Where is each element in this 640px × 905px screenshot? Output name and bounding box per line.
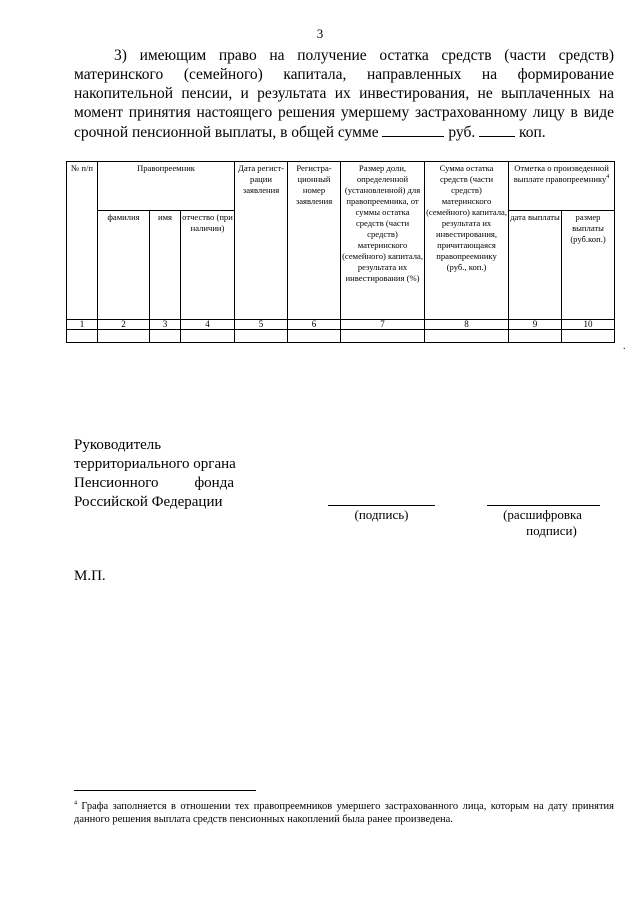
table-cell — [341, 330, 425, 343]
column-number: 2 — [98, 320, 150, 330]
signatory-line: Российской Федерации — [74, 494, 223, 510]
column-number: 1 — [67, 320, 98, 330]
header-surname: фамилия — [98, 211, 150, 320]
header-payment-amount: размер выплаты (руб.коп.) — [562, 211, 615, 320]
stray-mark: . — [623, 341, 626, 352]
signatory-line: территориального органа — [74, 456, 236, 472]
header-registration-number: Регистра-ционный номер заявления — [288, 162, 341, 320]
footnote-separator — [74, 790, 256, 791]
header-patronymic: отчество (при наличии) — [181, 211, 235, 320]
successors-table — [66, 161, 615, 343]
kop-label: коп. — [518, 124, 546, 141]
paragraph-line: момент принятия настоящего решения умершему застрахованному лицу в виде — [74, 104, 614, 121]
signature-line — [328, 505, 435, 506]
table-cell — [181, 330, 235, 343]
stamp-place: М.П. — [74, 568, 106, 584]
signature-decoding-line — [487, 505, 600, 506]
paragraph-last-line — [74, 122, 614, 142]
header-payment-date: дата выплаты — [509, 211, 562, 320]
table-cell — [98, 330, 150, 343]
paragraph-line: накопительной пенсии, и результата их инвестирования, не выплаченных на — [74, 85, 614, 102]
footnote — [74, 800, 614, 826]
signatory-word: Пенсионного — [74, 475, 159, 491]
total-sum-label: срочной пенсионной выплаты, в общей сумме — [74, 124, 379, 141]
decoding-caption-line: подписи) — [526, 523, 577, 538]
header-share-size: Размер доли, определенной (установленной) для правопреемника, от суммы остатка средств (части средств) материнского (семейного) капитала, результата их инвестирования (%) — [341, 162, 425, 320]
paragraph-line: 3) имеющим право на получение остатка средств (части средств) — [114, 47, 614, 64]
footnote-ref: 4 — [606, 174, 610, 181]
table-cell — [562, 330, 615, 343]
rub-label: руб. — [448, 124, 476, 141]
empty-data-row — [67, 330, 615, 343]
signature-decoding-caption — [480, 507, 605, 539]
signatory-title — [74, 436, 236, 512]
table-cell — [235, 330, 288, 343]
signatory-line — [74, 474, 234, 493]
column-number: 6 — [288, 320, 341, 330]
footnote-text: Графа заполняется в отношении тех правопреемников умершего застрахованного лица, которым на дату принятия данного решения выплата средств пенсионных накоплений была ранее произведена. — [74, 801, 614, 825]
column-number: 10 — [562, 320, 615, 330]
column-number: 4 — [181, 320, 235, 330]
header-name: имя — [150, 211, 181, 320]
signatory-line: Руководитель — [74, 437, 162, 453]
table-cell — [288, 330, 341, 343]
header-successor: Правопреемник — [98, 162, 235, 211]
decision-paragraph — [74, 46, 614, 142]
column-number: 8 — [425, 320, 509, 330]
header-remaining-sum: Сумма остатка средств (части средств) материнского (семейного) капитала, результата их инвестирования, причитающаяся правопреемнику (руб., коп.) — [425, 162, 509, 320]
column-number: 9 — [509, 320, 562, 330]
signature-caption: (подпись) — [354, 507, 409, 522]
table-cell — [150, 330, 181, 343]
paragraph-line: материнского (семейного) капитала, направленных на формирование — [74, 66, 614, 83]
header-payment-mark-text: Отметка о произведенной выплате правопреемнику — [513, 163, 609, 184]
header-row-number: № п/п — [67, 162, 98, 320]
column-number: 7 — [341, 320, 425, 330]
decoding-caption-line: (расшифровка — [503, 507, 582, 522]
rub-blank — [382, 122, 444, 137]
column-number: 3 — [150, 320, 181, 330]
header-payment-mark — [509, 162, 615, 211]
column-number-row — [67, 320, 615, 330]
table-cell — [509, 330, 562, 343]
signatory-word: фонда — [194, 475, 234, 491]
page-number: 3 — [316, 26, 324, 41]
table-cell — [67, 330, 98, 343]
footnote-marker: 4 — [74, 800, 77, 807]
header-registration-date: Дата регист-рации заявления — [235, 162, 288, 320]
column-number: 5 — [235, 320, 288, 330]
kop-blank — [479, 122, 515, 137]
table-cell — [425, 330, 509, 343]
